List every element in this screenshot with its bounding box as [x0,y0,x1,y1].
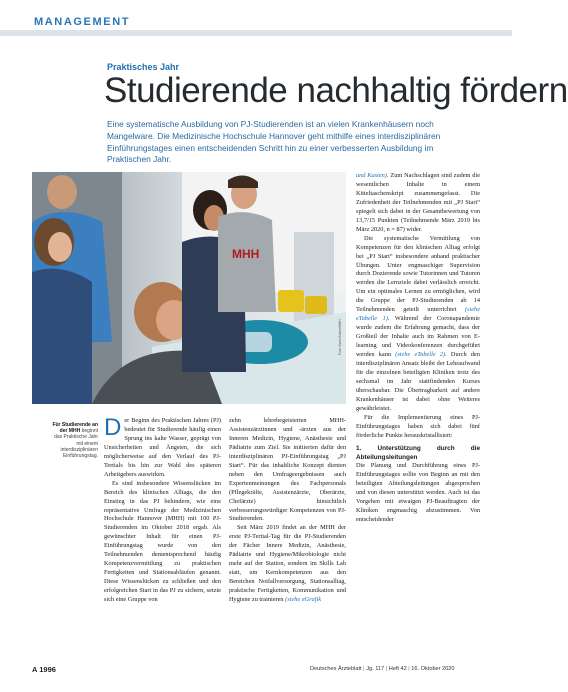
egrafik-reference[interactable]: (siehe eGrafik [285,596,321,604]
photo-credit: Foto: Karin Kaiser/MHH [338,319,342,355]
article-headline: Studierende nachhaltig fördern [104,71,568,110]
col2-paragraph-1: zehn lehrebegeisterten MHH-Assistenzärztinnen und -ärzten aus der Inneren Medizin, Hygiene, Anästhesie und Pädiatrie zum Ziel. Sie initiierten dafür den interdisziplinären PJ-Einführungstag „PJ Start“. Für das inhaltliche Konzept dienten neben den Umfrageergebnissen auch Expertenmeinungen des Fachpersonals (Pflegekräfte, Assistenzärzte, Oberärzte, Chefärzte) hinsichtlich verbesserungswürdiger Kompetenzen von PJ-Studierenden. [229,417,346,523]
col2-paragraph-2: Seit März 2019 findet an der MHH der erste PJ-Tertial-Tag für die PJ-Studierenden der Fächer Innere Medizin, Anästhesie, Pädiatrie und Hygiene/Mikrobiologie nicht mehr auf der Station, sondern im Skills Lab statt, um Kernkompetenzen aus den Bereichen Notfallversorgung, Stationsalltag, praktische Fertigkeiten, Kommunikation und Hygiene zu trainieren [229,524,346,604]
col1-paragraph-2: Es sind insbesondere Wissenslücken im Bereich des klinischen Alltags, die den Einstieg in das PJ behindern, wie eine repräsentative Umfrage der Medizinischen Hochschule Hannover (MHH) mit 100 PJ-Studierenden im Oktober 2018 ergab. Als gewünschter Inhalt für einen PJ-Einführungstag wurde von den Teilnehmenden dementsprechend häufig Kompetenzvermittlung zu praktischen Fertigkeiten und Stationsabläufen genannt. Diese Wissenslücken zu schließen und den erfolgreichen Start in das PJ zu sichern, setzte sich eine Gruppe von [104,479,221,604]
col3-paragraph-2a: Die systematische Vermittlung von Kompetenzen für den klinischen Alltag erfolgt bei „PJ Start“ insbesondere anhand praktischer Übungen. Unter engmaschiger Supervision durch Dozierende sowie Tutorinnen und Tutoren werden die Lernziele dabei verlässlich erreicht. Um ein optimales Lernen zu ermöglichen, wird die Gruppe der PJ-Studierenden ab 14 Teilnehmenden geteilt unterrichtet [356,234,480,314]
article-column-2 [229,417,346,605]
col3-paragraph-3: Für die Implementierung eines PJ-Einführungstages haben sich dabei fünf förderliche Punkte herauskristallisiert: [356,413,480,439]
svg-text:MHH: MHH [232,247,260,261]
caption-title: Für Studierende an der MHH [52,422,98,435]
journal-volume: | Jg. 117 [362,666,385,672]
col3-paragraph-1: . Zum Nachschlagen sind zudem die wesentlichen Inhalte in einem Kitteltaschenskript zusammengefasst. Die Zufriedenheit der Teilnehmenden mit „PJ Start“ spiegelt sich dabei in der Gesamtbewertung von 13,7/15 Punkten (Teilnehmende März 2019 bis März 2020, n = 87) wider. [356,172,480,233]
kasten-reference[interactable]: und Kasten) [356,172,387,179]
journal-footer [310,666,455,672]
section-divider [0,30,512,36]
subheading: 1. Unterstützung durch die Abteilungsleitungen [356,444,480,461]
page-number: A 1996 [32,665,56,674]
col3-paragraph-2b: . Während der Coronapandemie wurde zudem die Erfahrung gemacht, dass der Großteil der Inhalte auch im Rahmen von E-learning und Videokonferenzen durchgeführt werden kann [356,315,480,359]
etabelle2-reference[interactable]: (siehe eTabelle 2) [395,351,446,359]
article-lead: Eine systematische Ausbildung von PJ-Studierenden ist an vielen Krankenhäusern noch Mangelware. Die Medizinische Hochschule Hannover geht mithilfe eines interdisziplinären Einführungstages einen entscheidenden Schritt hin zu einer verbesserten Ausbildung im Praktischen Jahr. [107,119,441,165]
journal-name: Deutsches Ärzteblatt [310,666,362,672]
etabelle1-reference[interactable]: (siehe eTabelle 1) [356,306,480,323]
article-column-3 [356,172,480,525]
section-label: MANAGEMENT [34,16,131,28]
drop-cap: D [104,414,122,441]
col1-paragraph-1: er Beginn des Praktischen Jahres (PJ) bedeutet für Studierende häufig einen Sprung ins kalte Wasser, geprägt von Unsicherheiten und Ängsten, die sich möglicherweise auf den Verlauf des PJ-Tertials bis hin zur Wahl des späteren Arbeitgebers auswirken. [104,417,221,478]
col3-paragraph-4: Die Planung und Durchführung eines PJ-Einführungstages sollte von Beginn an mit den beteiligten Abteilungsleitungen abgesprochen und von diesen unterstützt werden. Auch ist das Vorgehen mit etwaigen PJ-Beauftragten der Kliniken engmaschig abzustimmen. Von entscheidender [356,462,480,524]
caption-text: beginnt das Praktische Jahr mit einem interdisziplinären Einführungstag. [54,428,98,460]
journal-date: | 16. Oktober 2020 [407,666,455,672]
photo-caption [52,422,98,459]
col3-paragraph-2c: . Durch den interdisziplinären Ansatz bleibt der Lehraufwand für die einzelnen beteiligten Kliniken trotz des sechsmal im Jahr stattfindenden Kurses überschaubar. Die Übertragbarkeit auf andere Krankenhäuser ist dabei ohne Weiteres gewährleistet. [356,351,480,412]
article-kicker: Praktisches Jahr [107,62,180,72]
journal-issue: | Heft 42 [384,666,407,672]
article-photo [32,172,346,404]
article-column-1 [104,414,221,605]
